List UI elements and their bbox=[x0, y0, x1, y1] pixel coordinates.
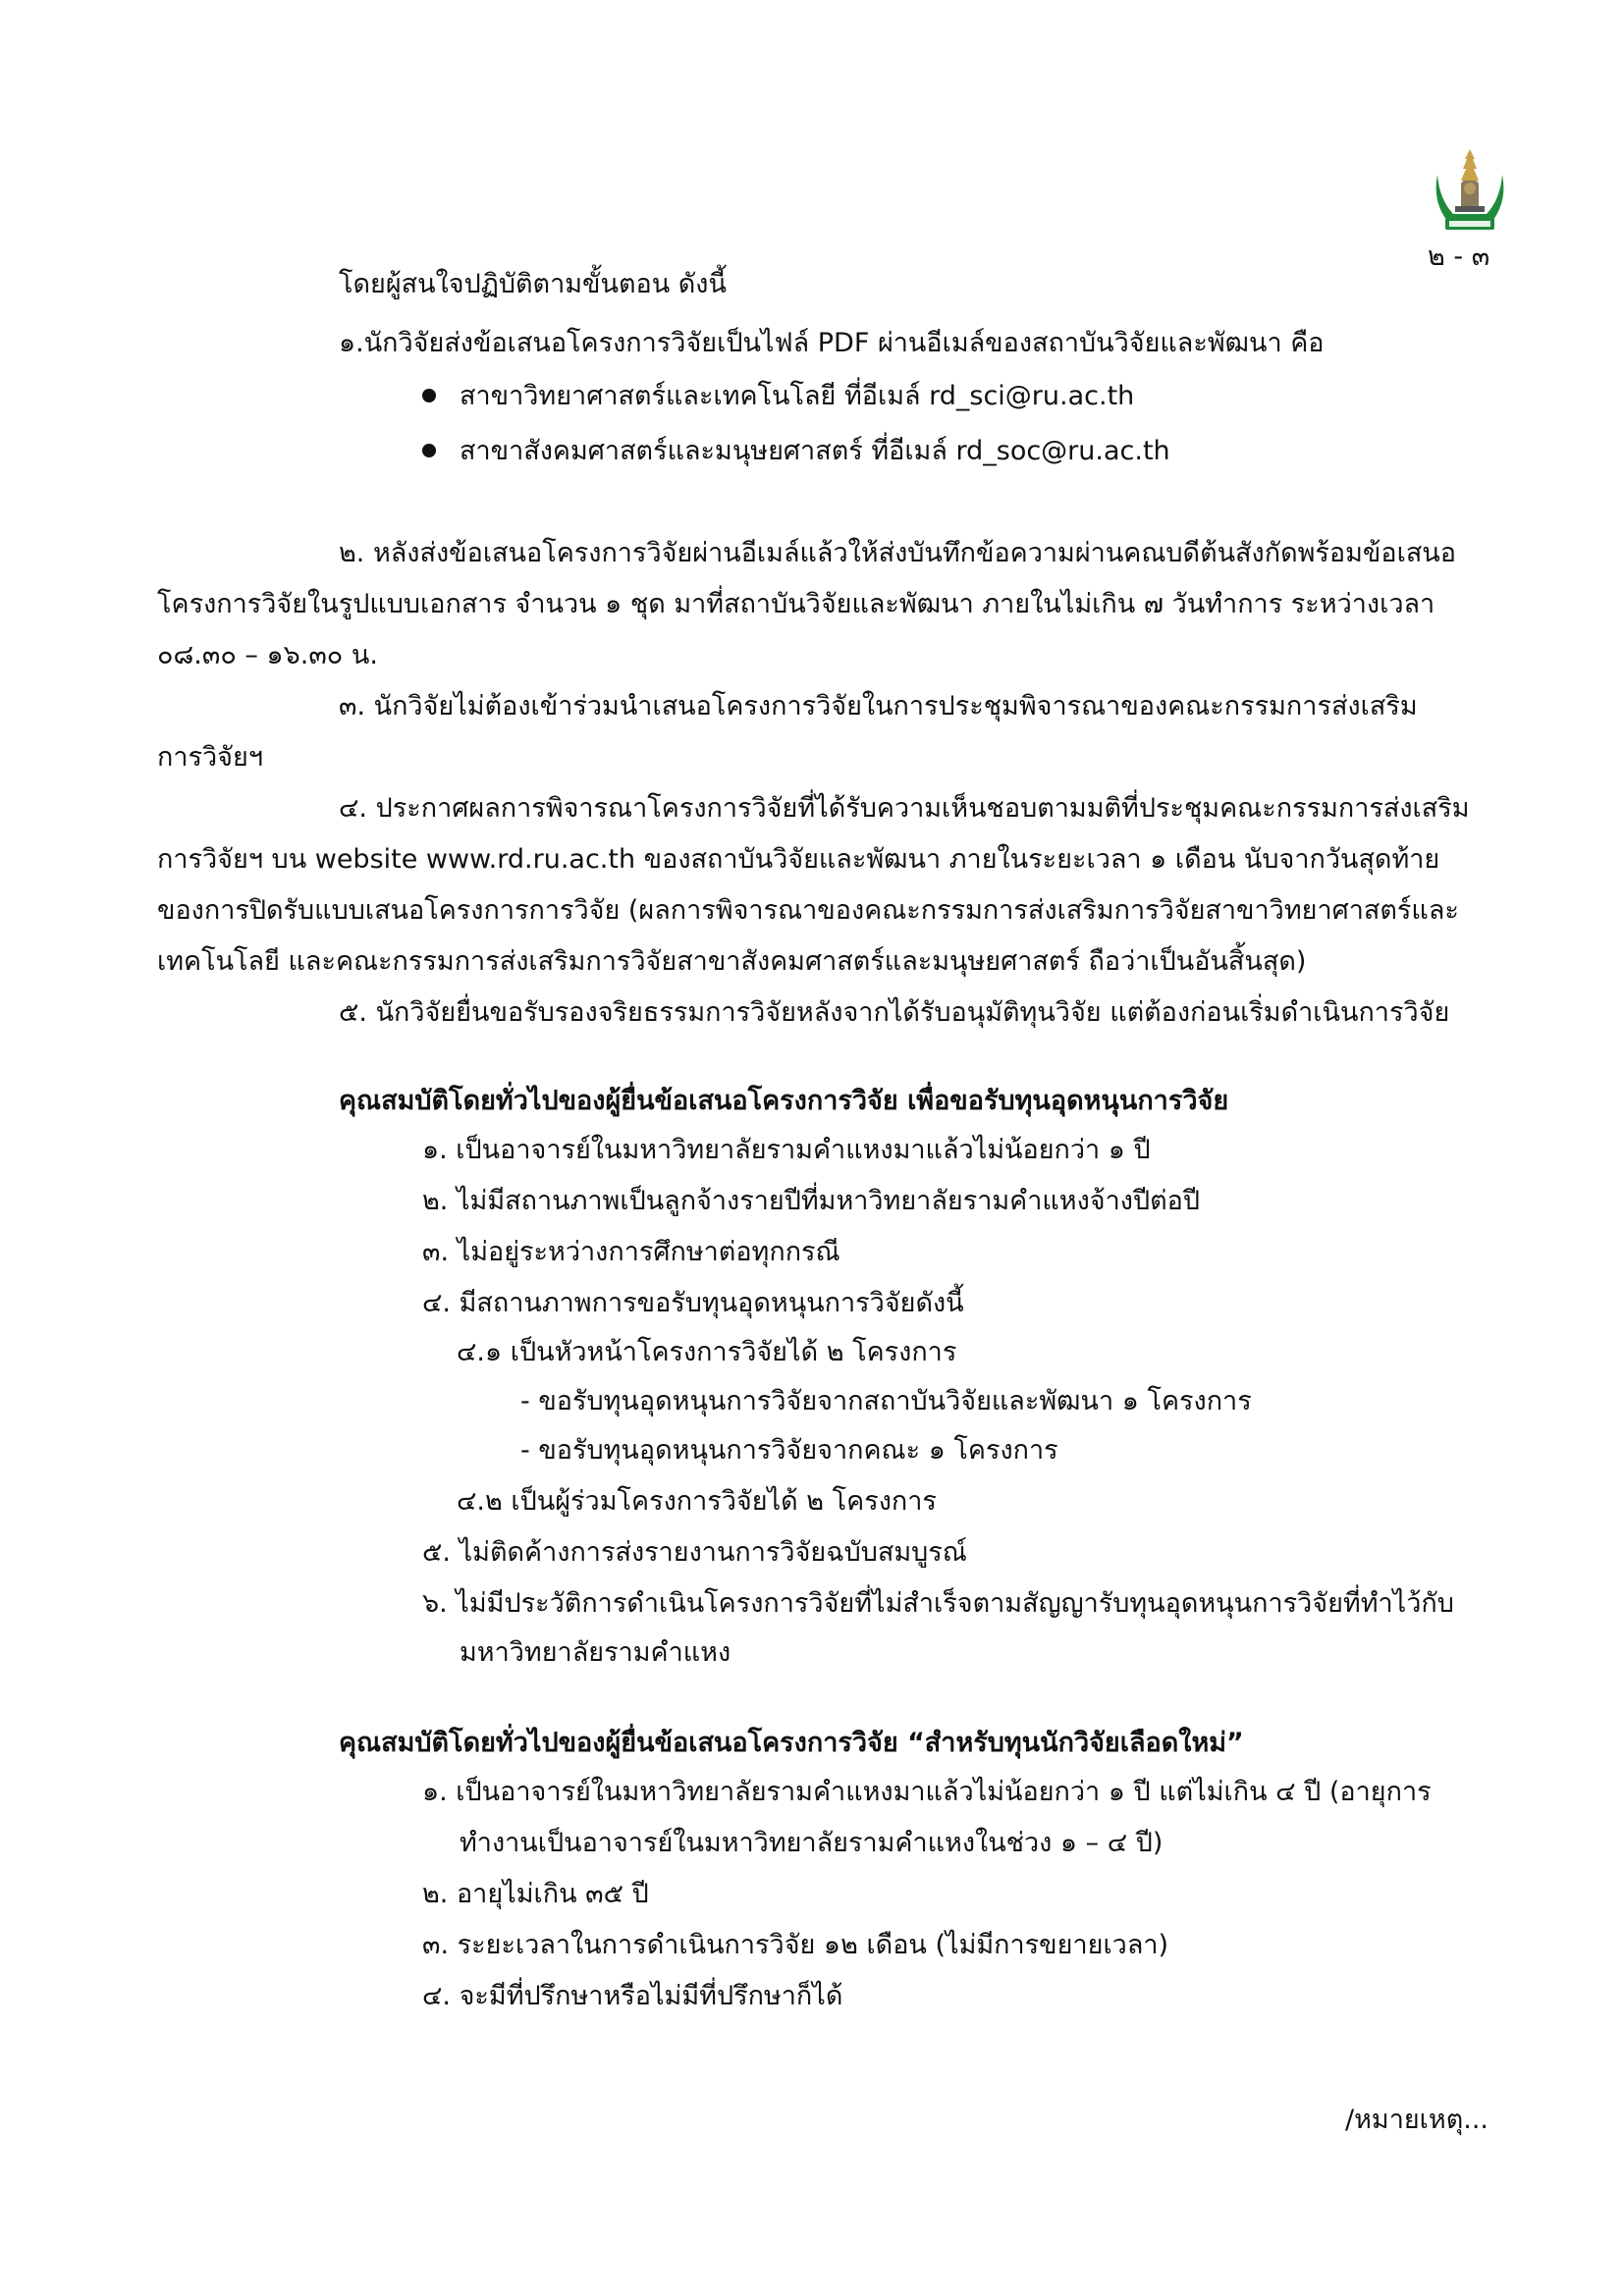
section-1-item: ๖. ไม่มีประวัติการดำเนินโครงการวิจัยที่ไม่สำเร็จตามสัญญารับทุนอุดหนุนการวิจัยที่ทำไว้กับ bbox=[422, 1588, 1454, 1619]
section-1-subitem: ๔.๒ เป็นผู้ร่วมโครงการวิจัยได้ ๒ โครงการ bbox=[457, 1486, 937, 1517]
section-1-subitem: ๔.๑ เป็นหัวหน้าโครงการวิจัยได้ ๒ โครงการ bbox=[457, 1337, 957, 1367]
section-1-item: ๓. ไม่อยู่ระหว่างการศึกษาต่อทุกกรณี bbox=[422, 1237, 840, 1267]
bullet-icon bbox=[422, 444, 436, 457]
footer-note: /หมายเหตุ... bbox=[1345, 2105, 1489, 2135]
step-2-line: โครงการวิจัยในรูปแบบเอกสาร จำนวน ๑ ชุด มาที่สถาบันวิจัยและพัฒนา ภายในไม่เกิน ๗ วันทำการ ระหว่างเวลา bbox=[157, 589, 1435, 619]
step-3-line: การวิจัยฯ bbox=[157, 742, 263, 773]
section-1-item: ๔. มีสถานภาพการขอรับทุนอุดหนุนการวิจัยดังนี้ bbox=[422, 1288, 964, 1318]
bullet-text: สาขาสังคมศาสตร์และมนุษยศาสตร์ ที่อีเมล์ rd_soc@ru.ac.th bbox=[460, 436, 1170, 466]
section-2-item: ทำงานเป็นอาจารย์ในมหาวิทยาลัยรามคำแหงในช่วง ๑ – ๔ ปี) bbox=[460, 1828, 1164, 1858]
intro-line: โดยผู้สนใจปฏิบัติตามขั้นตอน ดังนี้ bbox=[339, 269, 727, 299]
step-4-line: เทคโนโลยี และคณะกรรมการส่งเสริมการวิจัยสาขาสังคมศาสตร์และมนุษยศาสตร์ ถือว่าเป็นอันสิ้นสุด) bbox=[157, 946, 1307, 977]
section-1-item: มหาวิทยาลัยรามคำแหง bbox=[460, 1637, 731, 1668]
section-1-subitem: - ขอรับทุนอุดหนุนการวิจัยจากคณะ ๑ โครงการ bbox=[520, 1435, 1058, 1466]
section-2-item: ๔. จะมีที่ปรึกษาหรือไม่มีที่ปรึกษาก็ได้ bbox=[422, 1981, 843, 2011]
bullet-item bbox=[422, 379, 1134, 414]
university-logo bbox=[1432, 145, 1508, 243]
step-4-line: ของการปิดรับแบบเสนอโครงการการวิจัย (ผลการพิจารณาของคณะกรรมการส่งเสริมการวิจัยสาขาวิทยาศาสตร์และ bbox=[157, 895, 1459, 926]
section-1-item: ๒. ไม่มีสถานภาพเป็นลูกจ้างรายปีที่มหาวิทยาลัยรามคำแหงจ้างปีต่อปี bbox=[422, 1186, 1200, 1216]
step-2-line: ๒. หลังส่งข้อเสนอโครงการวิจัยผ่านอีเมล์แล้วให้ส่งบันทึกข้อความผ่านคณบดีต้นสังกัดพร้อมข้อเสนอ bbox=[339, 538, 1456, 568]
section-2-item: ๒. อายุไม่เกิน ๓๕ ปี bbox=[422, 1879, 649, 1909]
bullet-text: สาขาวิทยาศาสตร์และเทคโนโลยี ที่อีเมล์ rd_sci@ru.ac.th bbox=[460, 381, 1135, 411]
section-2-heading: คุณสมบัติโดยทั่วไปของผู้ยื่นข้อเสนอโครงการวิจัย “สำหรับทุนนักวิจัยเลือดใหม่” bbox=[339, 1728, 1244, 1758]
step-3-line: ๓. นักวิจัยไม่ต้องเข้าร่วมนำเสนอโครงการวิจัยในการประชุมพิจารณาของคณะกรรมการส่งเสริม bbox=[339, 691, 1418, 721]
section-1-subitem: - ขอรับทุนอุดหนุนการวิจัยจากสถาบันวิจัยและพัฒนา ๑ โครงการ bbox=[520, 1386, 1252, 1416]
page-number: ๒ - ๓ bbox=[1428, 241, 1490, 272]
section-1-heading: คุณสมบัติโดยทั่วไปของผู้ยื่นข้อเสนอโครงการวิจัย เพื่อขอรับทุนอุดหนุนการวิจัย bbox=[339, 1086, 1229, 1116]
step-2-line: ๐๘.๓๐ – ๑๖.๓๐ น. bbox=[157, 640, 378, 670]
step-4-line: ๔. ประกาศผลการพิจารณาโครงการวิจัยที่ได้รับความเห็นชอบตามมติที่ประชุมคณะกรรมการส่งเสริม bbox=[339, 793, 1470, 824]
section-2-item: ๑. เป็นอาจารย์ในมหาวิทยาลัยรามคำแหงมาแล้วไม่น้อยกว่า ๑ ปี แต่ไม่เกิน ๔ ปี (อายุการ bbox=[422, 1777, 1432, 1807]
step-5: ๕. นักวิจัยยื่นขอรับรองจริยธรรมการวิจัยหลังจากได้รับอนุมัติทุนวิจัย แต่ต้องก่อนเริ่มดำเนินการวิจัย bbox=[339, 997, 1450, 1028]
section-2-item: ๓. ระยะเวลาในการดำเนินการวิจัย ๑๒ เดือน (ไม่มีการขยายเวลา) bbox=[422, 1930, 1169, 1960]
step-4-line: การวิจัยฯ บน website www.rd.ru.ac.th ของสถาบันวิจัยและพัฒนา ภายในระยะเวลา ๑ เดือน นับจากวันสุดท้าย bbox=[157, 844, 1440, 875]
bullet-icon bbox=[422, 389, 436, 402]
step-1: ๑.นักวิจัยส่งข้อเสนอโครงการวิจัยเป็นไฟล์ PDF ผ่านอีเมล์ของสถาบันวิจัยและพัฒนา คือ bbox=[339, 328, 1325, 358]
section-1-item: ๑. เป็นอาจารย์ในมหาวิทยาลัยรามคำแหงมาแล้วไม่น้อยกว่า ๑ ปี bbox=[422, 1135, 1151, 1165]
section-1-item: ๕. ไม่ติดค้างการส่งรายงานการวิจัยฉบับสมบูรณ์ bbox=[422, 1537, 967, 1568]
bullet-item bbox=[422, 434, 1170, 469]
